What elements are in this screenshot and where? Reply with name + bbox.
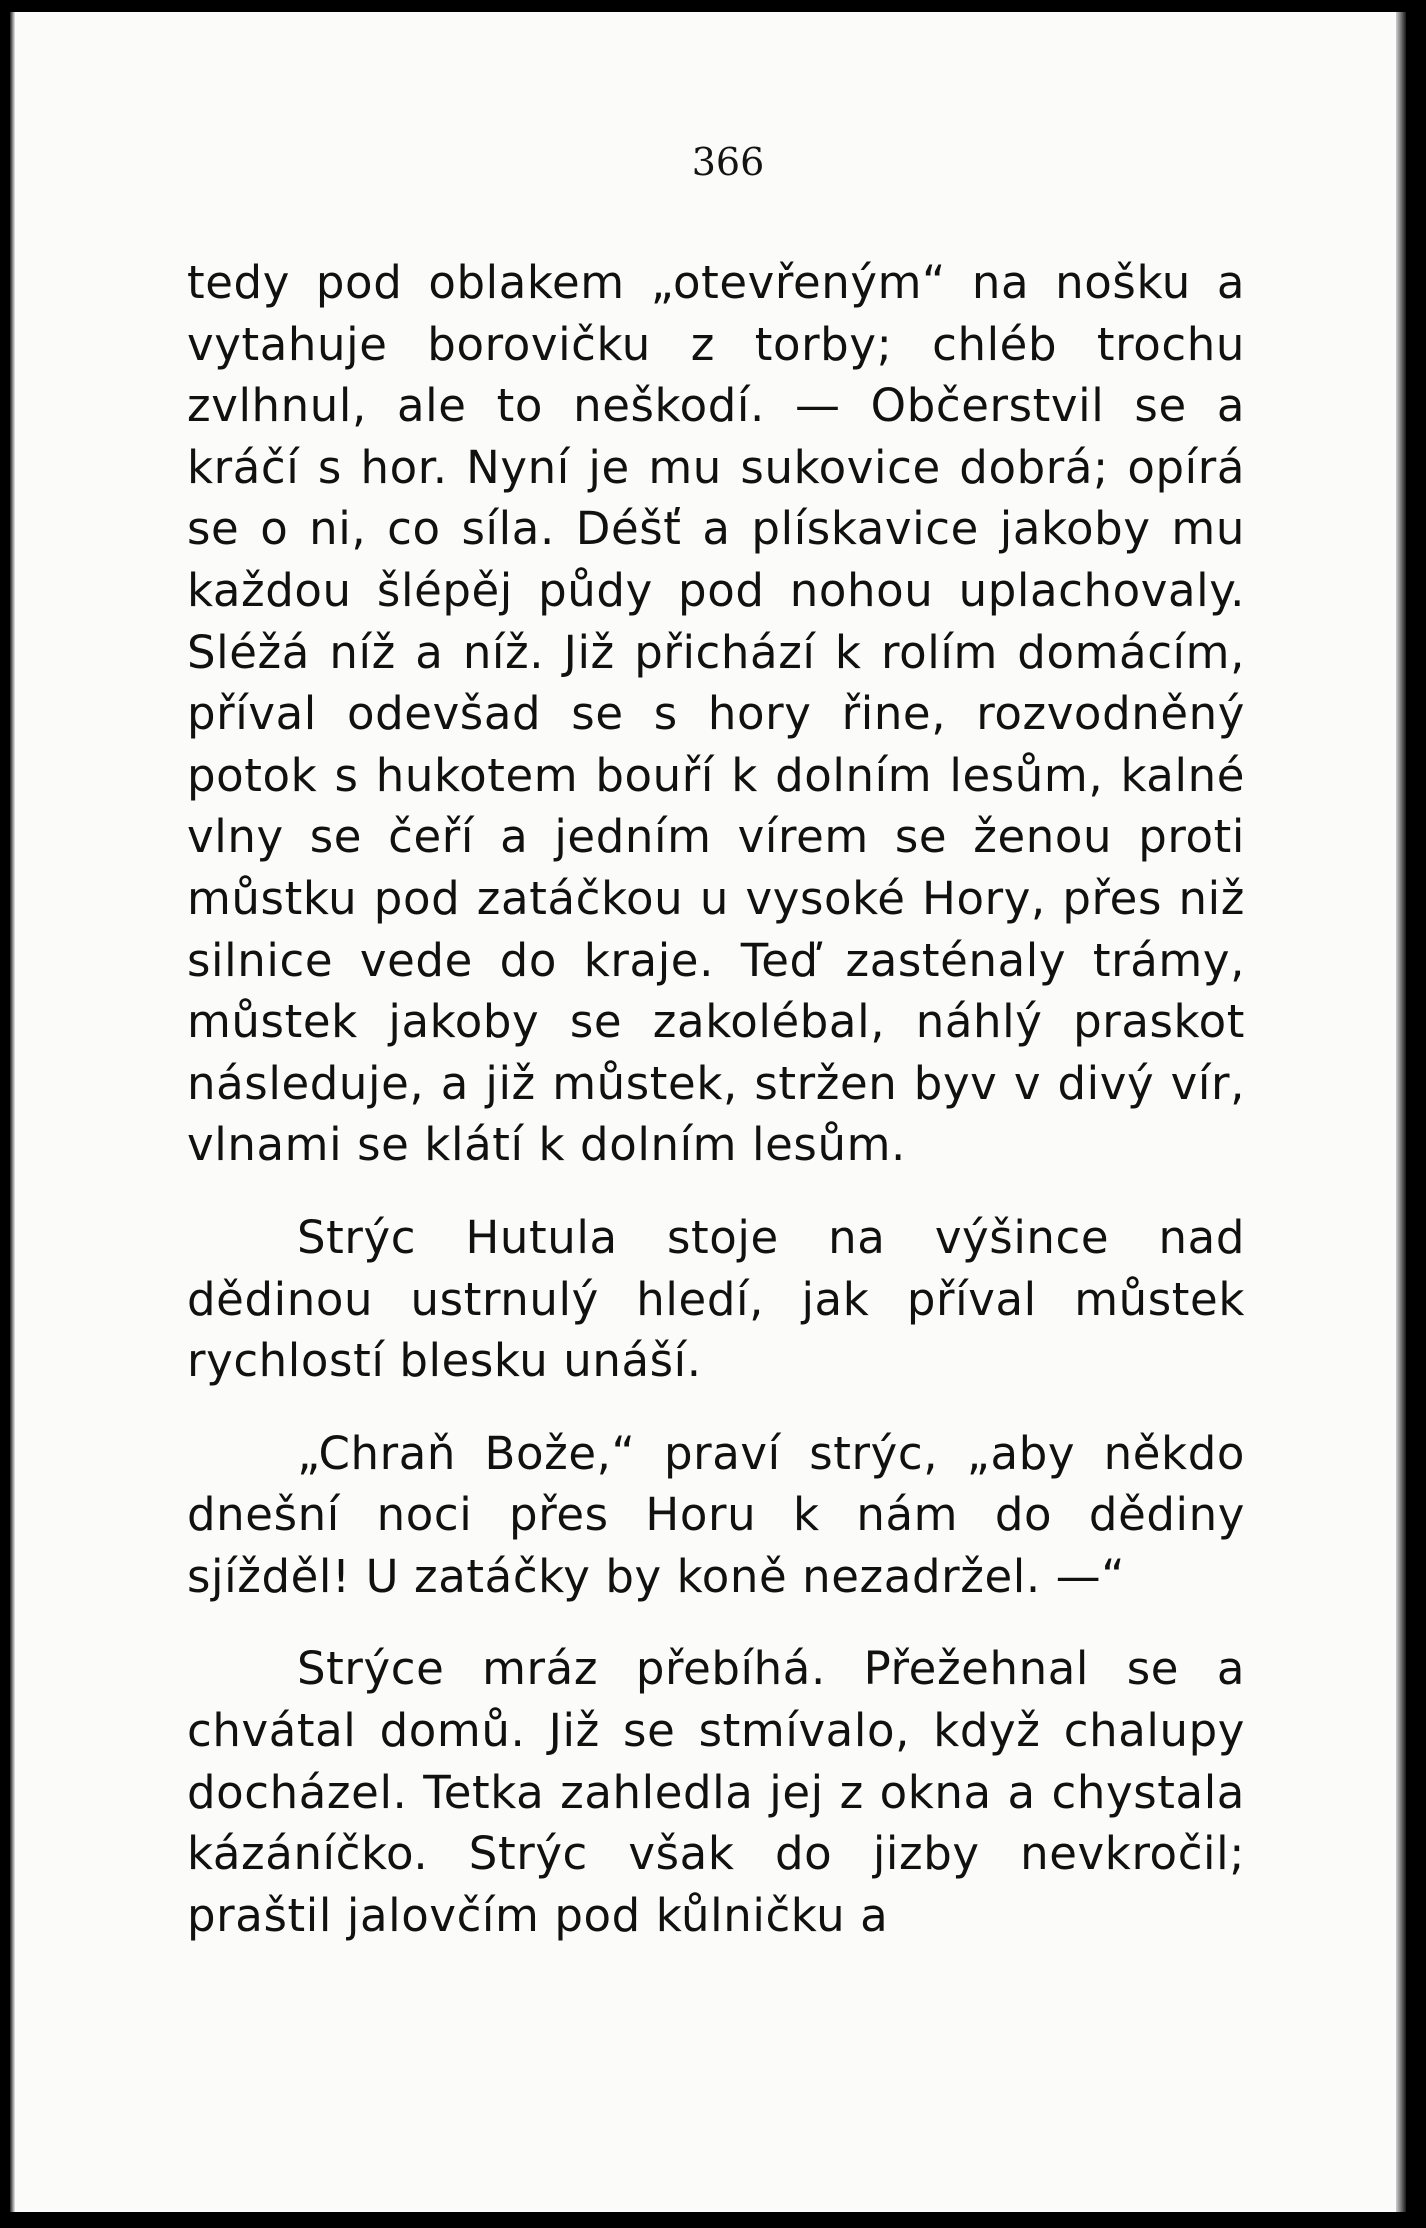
paragraph-1: tedy pod oblakem „otevřeným“ na nošku a vytahuje borovičku z torby; chléb trochu zvlhnul, ale to neškodí. — Občerstvil se a kráčí s hor. Nyní je mu sukovice dobrá; opírá se o ni, co síla. Déšť a plískavice jakoby mu každou šlépěj půdy pod nohou uplachovaly. Sléžá níž a níž. Již přichází k rolím domácím, příval odevšad se s hory řine, rozvodněný potok s hukotem bouří k dolním lesům, kalné vlny se čeří a jedním vírem se ženou proti můstku pod zatáčkou u vysoké Hory, přes niž silnice vede do kraje. Teď zasténaly trámy, můstek jakoby se zakolébal, náhlý praskot následuje, a již můstek, stržen byv v divý vír, vlnami se klátí k dolním lesům. xyxy=(187,256,1245,1172)
paragraph-3: „Chraň Bože,“ praví strýc, „aby někdo dnešní noci přes Horu k nám do dědiny sjížděl! U zatáčky by koně nezadržel. —“ xyxy=(187,1426,1245,1603)
page-number: 366 xyxy=(691,140,765,184)
paragraph-4: Strýce mráz přebíhá. Přežehnal se a chvátal domů. Již se stmívalo, když chalupy docházel. Tetka zahledla jej z okna a chystala kázáníčko. Strýc však do jizby nevkročil; praštil jalovčím pod kůlničku a xyxy=(187,1642,1245,1942)
body-text xyxy=(187,252,1245,1946)
book-page xyxy=(10,12,1406,2212)
page-right-edge xyxy=(1396,12,1406,2212)
page-left-edge xyxy=(10,12,15,2212)
paragraph-2: Strýc Hutula stoje na výšince nad dědinou ustrnulý hledí, jak příval můstek rychlostí blesku unáší. xyxy=(187,1210,1245,1388)
